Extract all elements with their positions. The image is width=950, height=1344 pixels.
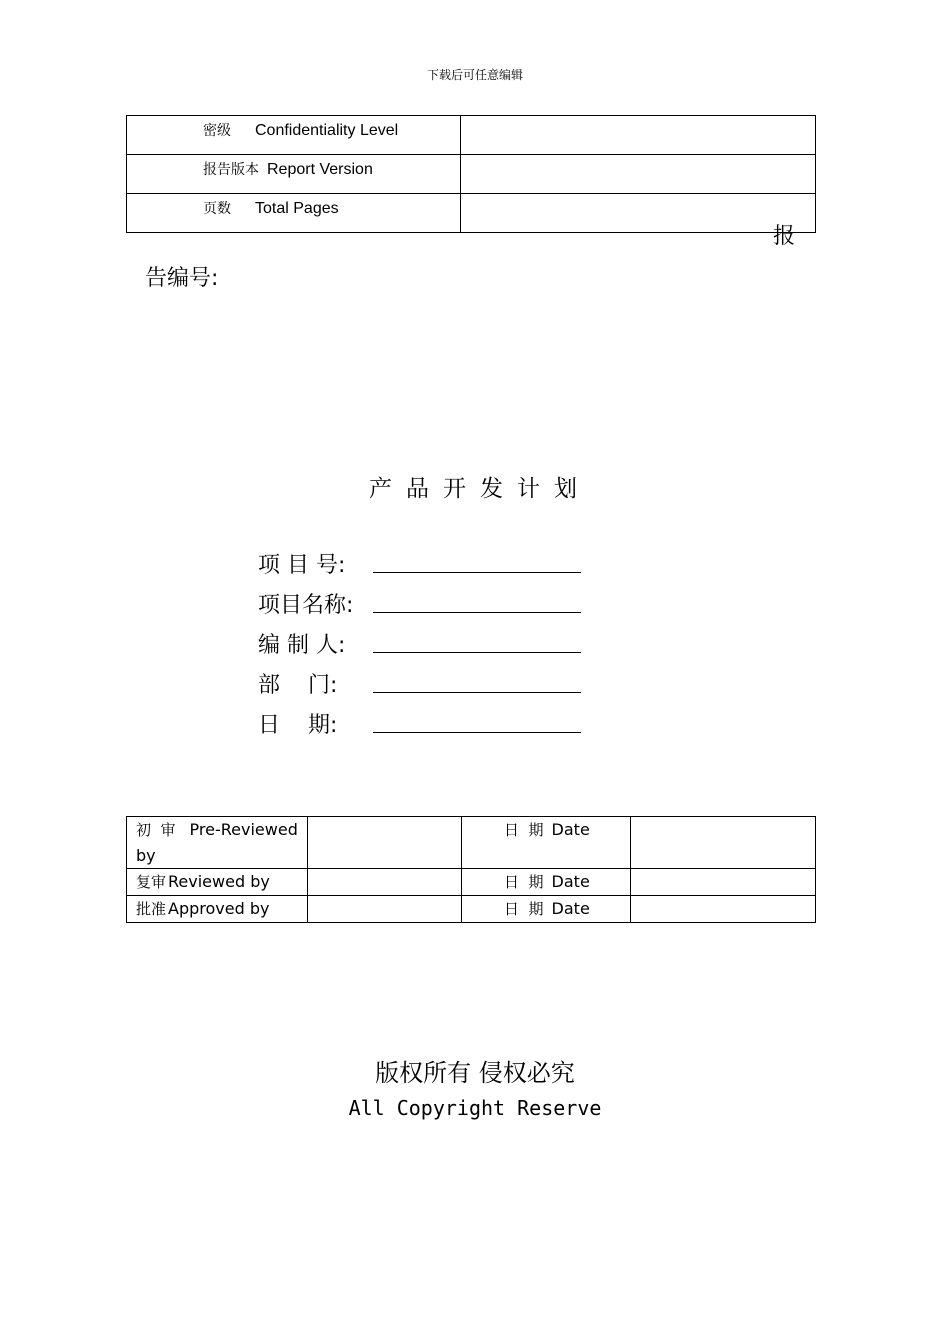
approval-label-en: Approved by: [168, 899, 270, 918]
table-row: [127, 817, 816, 869]
review-approval-table: [126, 816, 816, 923]
pre-review-date-value-cell[interactable]: [631, 817, 816, 869]
total-pages-label-cn: 页数: [203, 201, 231, 217]
pre-review-label-cn: 初 审: [136, 821, 176, 839]
department-input-line[interactable]: [373, 692, 581, 693]
table-row: [127, 194, 816, 233]
copyright-notice-cn: 版权所有 侵权必究: [375, 1059, 575, 1087]
date-label-en: Date: [551, 820, 590, 839]
reviewer-name-cell[interactable]: [308, 869, 462, 896]
date-input-line[interactable]: [373, 732, 581, 733]
total-pages-label-en: Total Pages: [255, 200, 339, 217]
project-number-input-line[interactable]: [373, 572, 581, 573]
review-label-en: Reviewed by: [168, 872, 270, 891]
pre-review-date-label-cell: [462, 817, 631, 869]
report-version-label-cell: [127, 155, 461, 194]
pre-review-label-en: Pre-Reviewed by: [136, 820, 298, 865]
review-label-cn: 复审: [136, 873, 167, 891]
total-pages-value-cell[interactable]: [461, 194, 816, 233]
report-number-label-part2: 告编号:: [145, 266, 219, 291]
author-field: [258, 628, 368, 658]
report-version-value-cell[interactable]: [461, 155, 816, 194]
pre-review-label-cell: [127, 817, 308, 869]
date-label-en: Date: [551, 899, 590, 918]
approval-label-cn: 批准: [136, 900, 167, 918]
date-label-cn: 日 期: [504, 900, 544, 918]
report-version-label-en: Report Version: [267, 161, 373, 178]
field-label: 编 制 人:: [258, 633, 346, 658]
document-info-table: [126, 115, 816, 233]
date-label-cn: 日 期: [504, 873, 544, 891]
author-input-line[interactable]: [373, 652, 581, 653]
table-row: [127, 896, 816, 923]
pre-reviewer-name-cell[interactable]: [308, 817, 462, 869]
approver-name-cell[interactable]: [308, 896, 462, 923]
department-field: [258, 668, 368, 698]
project-name-field: [258, 588, 368, 618]
copyright-notice-en: All Copyright Reserve: [348, 1096, 602, 1120]
date-label-en: Date: [551, 872, 590, 891]
header-note: 下载后可任意编辑: [426, 68, 523, 82]
confidentiality-label-cn: 密级: [203, 123, 231, 139]
table-row: [127, 869, 816, 896]
field-label: 日 期:: [258, 713, 338, 738]
document-title: 产品开发计划: [369, 476, 591, 502]
total-pages-label-cell: [127, 194, 461, 233]
field-label: 项 目 号:: [258, 553, 346, 578]
project-name-input-line[interactable]: [373, 612, 581, 613]
report-version-label-cn: 报告版本: [203, 162, 259, 178]
review-date-label-cell: [462, 869, 631, 896]
project-number-field: [258, 548, 368, 578]
field-label: 项目名称:: [258, 593, 354, 618]
confidentiality-value-cell[interactable]: [461, 116, 816, 155]
review-label-cell: [127, 869, 308, 896]
approval-label-cell: [127, 896, 308, 923]
review-date-value-cell[interactable]: [631, 869, 816, 896]
confidentiality-label-en: Confidentiality Level: [255, 122, 399, 139]
table-row: [127, 155, 816, 194]
confidentiality-label-cell: [127, 116, 461, 155]
table-row: [127, 116, 816, 155]
report-number-label-part1: 报: [773, 224, 796, 249]
approval-date-value-cell[interactable]: [631, 896, 816, 923]
field-label: 部 门:: [258, 673, 338, 698]
date-label-cn: 日 期: [504, 821, 544, 839]
date-field: [258, 708, 368, 738]
approval-date-label-cell: [462, 896, 631, 923]
